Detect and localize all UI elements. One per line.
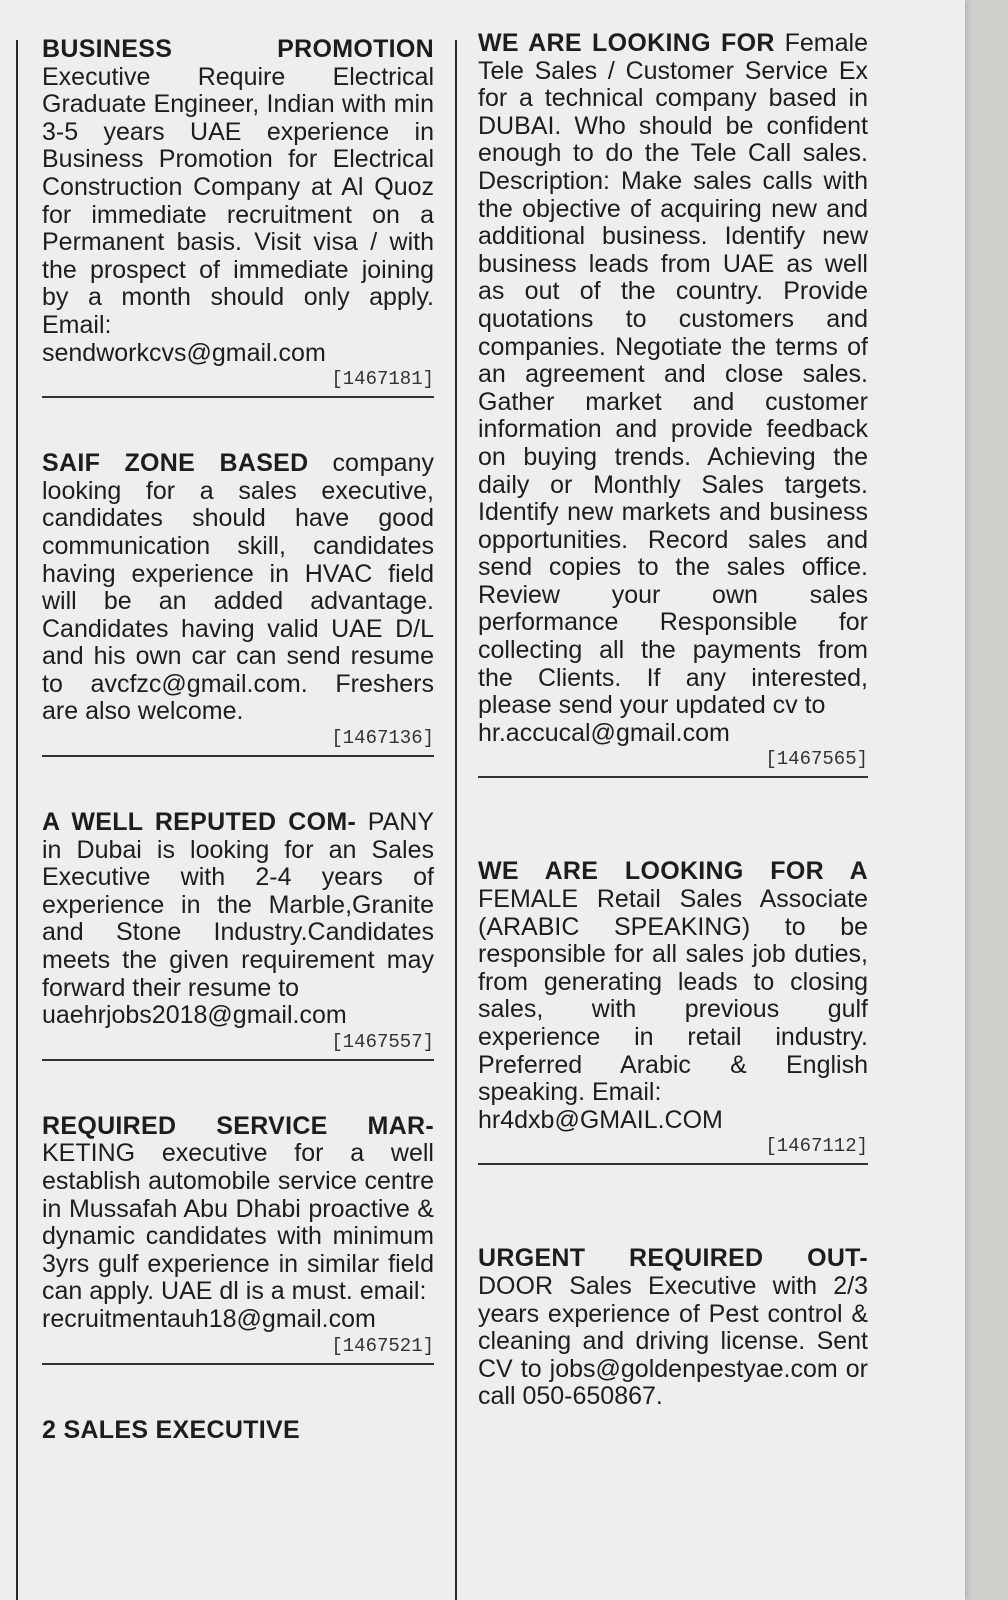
classified-ad xyxy=(478,858,868,1165)
classifieds-column-right xyxy=(478,30,868,1411)
classified-ad xyxy=(42,1113,434,1365)
ad-body-text: DOOR Sales Executive with 2/3 years experience of Pest control & cleaning and driving license. Sent CV to jobs@goldenpestyae.com or call 050-650867. xyxy=(478,1271,868,1411)
classified-ad xyxy=(42,1417,434,1445)
ad-email: hr.accucal@gmail.com xyxy=(478,718,730,747)
ad-reference: [1467181] xyxy=(331,368,434,391)
ad-body-text: Executive Require Electrical Graduate Engineer, Indian with min 3-5 years UAE experience in Business Promotion for Electrical Construction Company at Al Quoz for immediate recruitment on a Permanent basis. Visit visa / with the prospect of immediate joining by a month should only apply. Email: xyxy=(42,62,434,339)
ad-email: uaehrjobs2018@gmail.com xyxy=(42,1001,347,1030)
ad-lead: SAIF ZONE BASED xyxy=(42,449,309,478)
ad-reference: [1467565] xyxy=(765,748,868,771)
classified-ad xyxy=(42,450,434,757)
classified-ad xyxy=(42,36,434,398)
ad-reference: [1467521] xyxy=(331,1334,434,1357)
ad-body-text: PANY in Dubai is looking for an Sales Executive with 2-4 years of experience in the Marble,Granite and Stone Industry.Candidates meets the given requirement may forward their resume to xyxy=(42,808,434,1002)
ad-lead: 2 SALES EXECUTIVE xyxy=(42,1415,300,1444)
classified-ad xyxy=(478,1245,868,1411)
ad-reference: [1467112] xyxy=(765,1135,868,1158)
ad-lead: A WELL REPUTED COM- xyxy=(42,808,357,837)
ad-lead: REQUIRED SERVICE MAR- xyxy=(42,1111,434,1140)
ad-lead: URGENT REQUIRED OUT- xyxy=(478,1244,868,1273)
ad-body-text: company looking for a sales executive, candidates should have good communication skill, candidates having experience in HVAC field will be an added advantage. Candidates having valid UAE D/L and his own car can send resume to avcfzc@gmail.com. Freshers are also welcome. xyxy=(42,449,434,726)
ad-email: hr4dxb@GMAIL.COM xyxy=(478,1105,723,1134)
classified-ad xyxy=(478,30,868,778)
ad-body-text: Female Tele Sales / Customer Service Ex for a technical company based in DUBAI. Who should be confident enough to do the Tele Call sales. Description: Make sales calls with the objective of acquiring new and additional business. Identify new business leads from UAE as well as out of the country. Provide quotations to customers and companies. Negotiate the terms of an agreement and close sales. Gather market and customer information and provide feedback on buying trends. Achieving the daily or Monthly Sales targets. Identify new markets and business opportunities. Record sales and send copies to the sales office. Review your own sales performance Responsible for collecting all the payments from the Clients. If any interested, please send your updated cv to xyxy=(478,29,868,720)
ad-body-text: FEMALE Retail Sales Associate (ARABIC SPEAKING) to be responsible for all sales job duties, from generating leads to closing sales, with previous gulf experience in retail industry. Preferred Arabic & English speaking. Email: xyxy=(478,885,868,1107)
column-rule-left xyxy=(16,40,18,1600)
ad-lead: WE ARE LOOKING FOR xyxy=(478,29,775,57)
ad-email: sendworkcvs@gmail.com xyxy=(42,338,326,367)
classified-ad xyxy=(42,809,434,1061)
classifieds-column-left xyxy=(42,36,434,1444)
column-rule-middle xyxy=(455,40,457,1600)
ad-body-text: KETING executive for a well establish automobile service centre in Mussafah Abu Dhabi proactive & dynamic candidates with minimum 3yrs gulf experience in similar field can apply. UAE dl is a must. email: xyxy=(42,1139,434,1306)
ad-lead: WE ARE LOOKING FOR A xyxy=(478,857,868,886)
ad-reference: [1467136] xyxy=(331,727,434,750)
ad-lead: BUSINESS PROMOTION xyxy=(42,35,434,63)
ad-email: recruitmentauh18@gmail.com xyxy=(42,1304,376,1333)
ad-reference: [1467557] xyxy=(331,1030,434,1053)
